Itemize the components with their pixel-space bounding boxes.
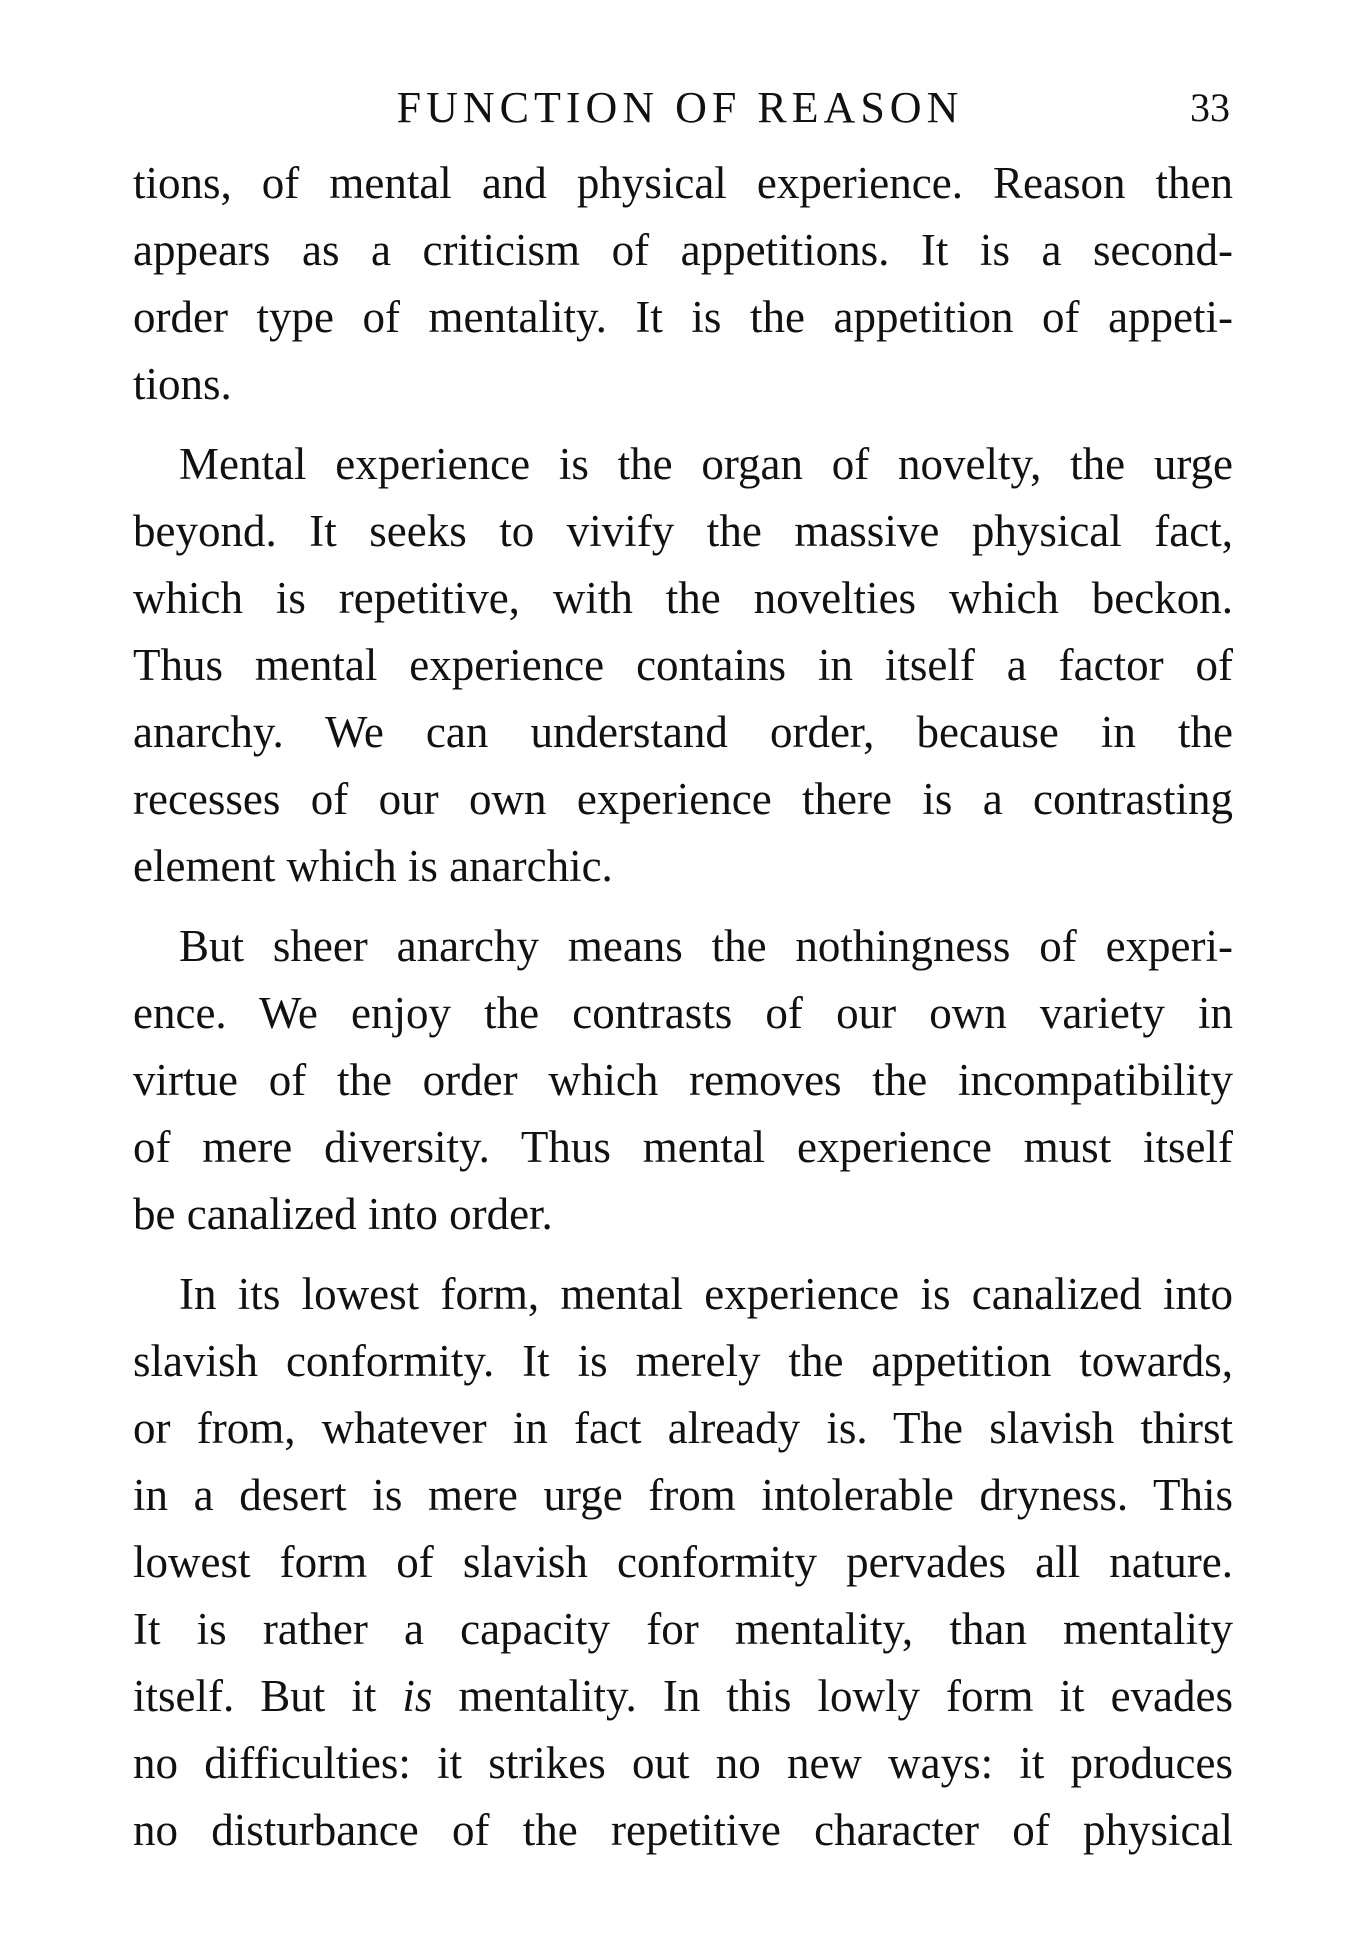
text-line: or from, whatever in fact already is. The slavish thirst <box>133 1403 1233 1453</box>
text-line: in a desert is mere urge from intolerable dryness. This <box>133 1470 1233 1520</box>
text-segment: mentality. In this lowly form it evades <box>432 1671 1234 1721</box>
running-head <box>130 78 1230 138</box>
text-line: But sheer anarchy means the nothingness of experi- <box>179 921 1233 971</box>
text-line: which is repetitive, with the novelties which beckon. <box>133 573 1233 623</box>
text-line-with-italic <box>133 1663 1233 1730</box>
text-line: In its lowest form, mental experience is canalized into <box>179 1269 1233 1319</box>
paragraph <box>133 913 1233 1248</box>
text-line: Mental experience is the organ of novelty, the urge <box>179 439 1233 489</box>
text-line: of mere diversity. Thus mental experience must itself <box>133 1122 1233 1172</box>
text-line: slavish conformity. It is merely the appetition towards, <box>133 1336 1233 1386</box>
paragraph <box>133 150 1233 418</box>
italic-emphasis: is <box>402 1671 433 1721</box>
text-line: anarchy. We can understand order, because in the <box>133 707 1233 757</box>
text-line: element which is anarchic. <box>133 841 613 891</box>
text-line: be canalized into order. <box>133 1189 553 1239</box>
text-line: tions. <box>133 359 232 409</box>
text-line: no difficulties: it strikes out no new ways: it produces <box>133 1738 1233 1788</box>
body-text <box>133 150 1233 1877</box>
running-title: FUNCTION OF REASON <box>396 83 964 132</box>
paragraph <box>133 431 1233 900</box>
text-line: beyond. It seeks to vivify the massive physical fact, <box>133 506 1233 556</box>
text-line: lowest form of slavish conformity pervades all nature. <box>133 1537 1233 1587</box>
text-line: appears as a criticism of appetitions. It is a second- <box>133 225 1233 275</box>
page-number: 33 <box>1190 85 1230 130</box>
text-line: virtue of the order which removes the incompatibility <box>133 1055 1233 1105</box>
text-line: ence. We enjoy the contrasts of our own variety in <box>133 988 1233 1038</box>
text-line: recesses of our own experience there is a contrasting <box>133 774 1233 824</box>
text-line: no disturbance of the repetitive character of physical <box>133 1805 1233 1855</box>
paragraph <box>133 1261 1233 1864</box>
text-line: tions, of mental and physical experience. Reason then <box>133 158 1233 208</box>
text-line: order type of mentality. It is the appetition of appeti- <box>133 292 1233 342</box>
text-segment: itself. But it <box>133 1671 403 1721</box>
text-line: Thus mental experience contains in itself a factor of <box>133 640 1233 690</box>
text-line: It is rather a capacity for mentality, than mentality <box>133 1604 1233 1654</box>
